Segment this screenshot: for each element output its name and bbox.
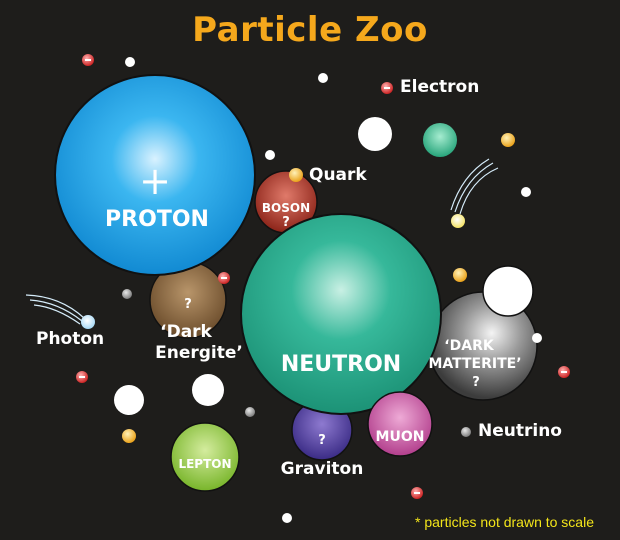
electron-label: Electron bbox=[400, 77, 480, 97]
quark-particle bbox=[289, 168, 303, 182]
electron-particle bbox=[381, 82, 393, 94]
white-dot bbox=[521, 187, 531, 197]
boson-label: BOSON bbox=[261, 201, 311, 215]
dark-energite-question-mark: ? bbox=[184, 297, 192, 312]
proton-label: PROTON bbox=[105, 207, 209, 232]
muon-label: MUON bbox=[375, 429, 425, 445]
grey-dot bbox=[245, 407, 255, 417]
electron-dot bbox=[411, 487, 423, 499]
orange-dot bbox=[122, 429, 136, 443]
electron-dot bbox=[76, 371, 88, 383]
lepton-label: LEPTON bbox=[178, 457, 232, 471]
electron-dot bbox=[82, 54, 94, 66]
orange-dot bbox=[501, 133, 515, 147]
photon-label: Photon bbox=[36, 329, 105, 349]
photon-particle bbox=[26, 295, 95, 329]
white-dot bbox=[532, 333, 542, 343]
boson-question-mark: ? bbox=[282, 215, 290, 230]
white-dot bbox=[265, 150, 275, 160]
neutrino-label: Neutrino bbox=[478, 421, 562, 441]
diagram-title: Particle Zoo bbox=[192, 10, 428, 50]
muon-particle bbox=[368, 392, 432, 456]
neutron-label: NEUTRON bbox=[280, 352, 402, 377]
dark-energite-label-line1: ‘Dark bbox=[160, 322, 212, 342]
neutrino-particle bbox=[461, 427, 471, 437]
white-dot bbox=[125, 57, 135, 67]
grey-dot bbox=[122, 289, 132, 299]
white-particle bbox=[358, 117, 392, 151]
quark-label: Quark bbox=[309, 165, 367, 185]
neutron-particle bbox=[241, 214, 441, 414]
electron-dot bbox=[218, 272, 230, 284]
dark-matterite-label-line1: ‘DARK bbox=[444, 338, 494, 354]
proton-symbol: + bbox=[139, 159, 171, 203]
white-particle bbox=[483, 266, 533, 316]
green-particle bbox=[423, 123, 457, 157]
orange-dot bbox=[453, 268, 467, 282]
electron-dot bbox=[558, 366, 570, 378]
scale-footnote: * particles not drawn to scale bbox=[415, 514, 594, 530]
white-particle bbox=[114, 385, 144, 415]
white-particle bbox=[192, 374, 224, 406]
graviton-label: Graviton bbox=[280, 459, 364, 479]
dark-matterite-label-line2: MATTERITE’ bbox=[428, 356, 522, 372]
dark-matterite-question-mark: ? bbox=[472, 375, 480, 390]
graviton-question-mark: ? bbox=[318, 433, 326, 448]
dark-energite-label-line2: Energite’ bbox=[155, 343, 243, 363]
white-dot bbox=[318, 73, 328, 83]
comet-particle bbox=[451, 159, 498, 228]
white-dot bbox=[282, 513, 292, 523]
